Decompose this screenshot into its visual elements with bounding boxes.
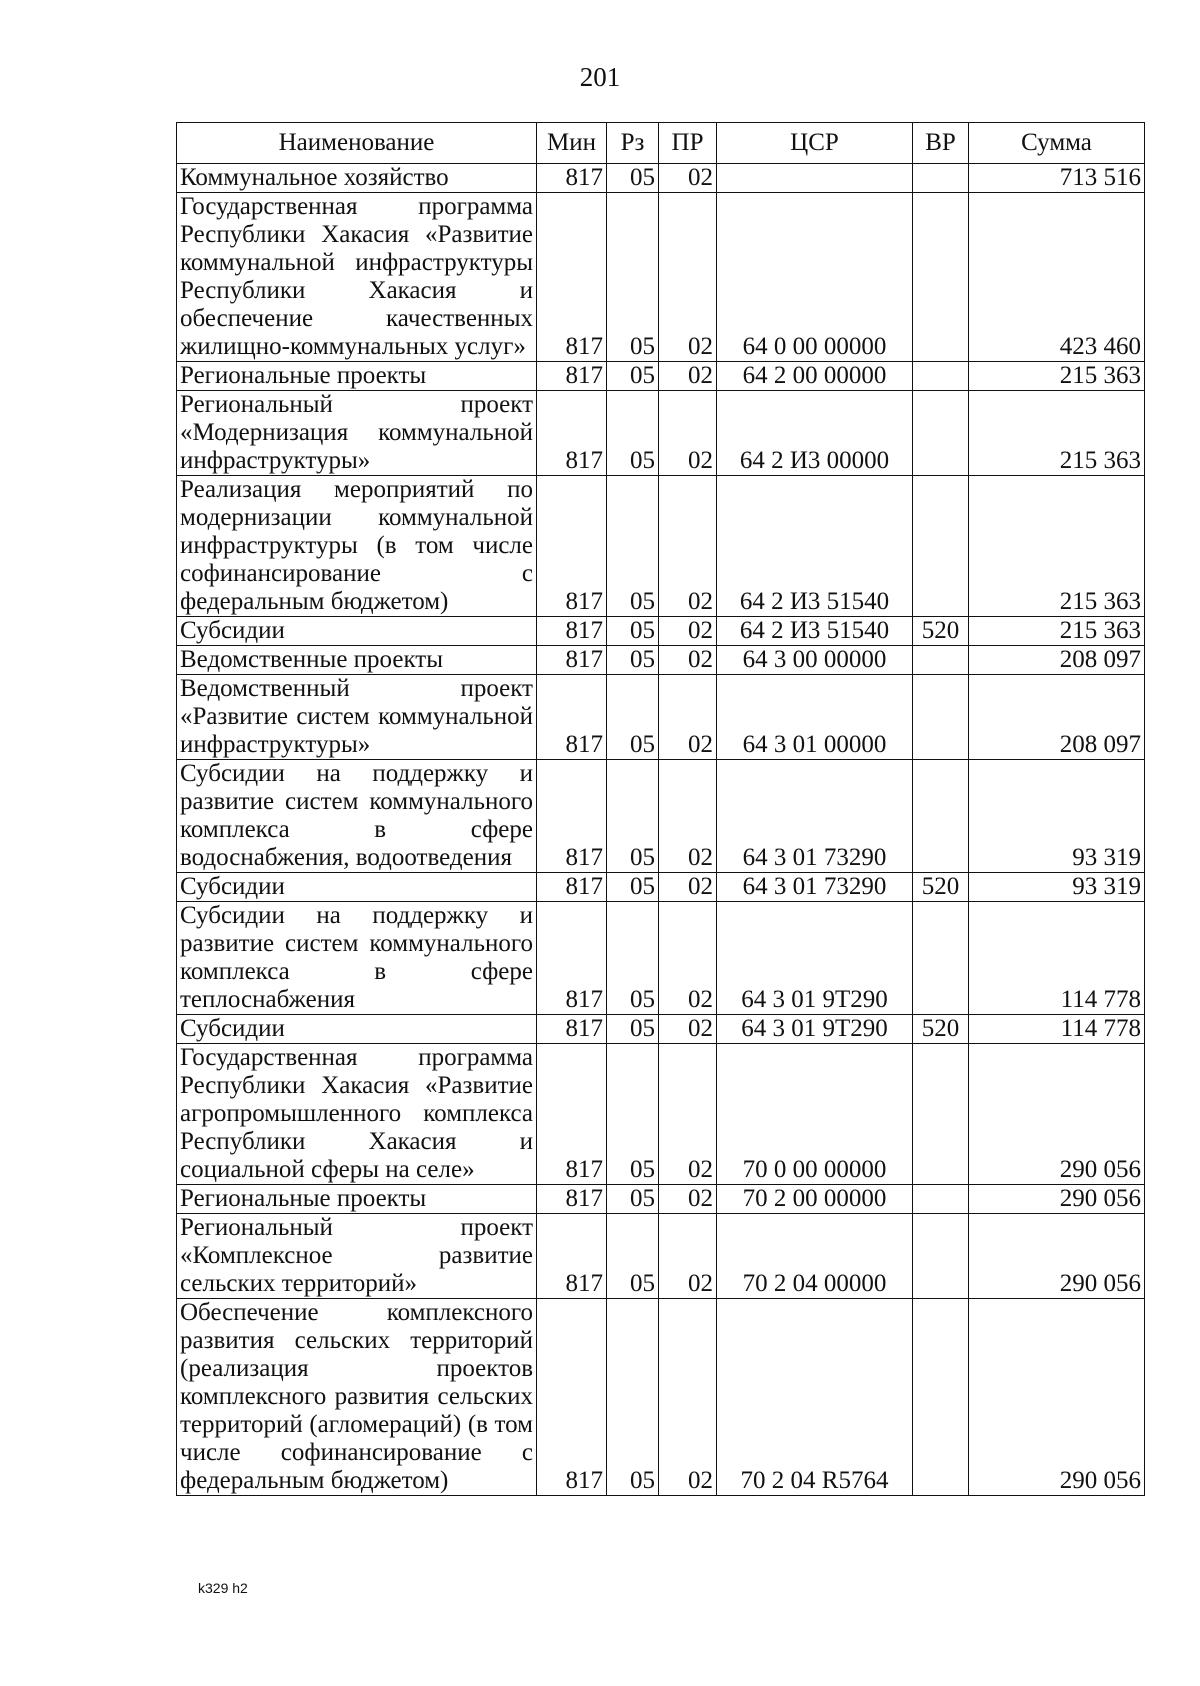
header-sum: Сумма [969, 123, 1145, 164]
header-min: Мин [537, 123, 607, 164]
row-vr [913, 902, 969, 1015]
row-name: Субсидии на поддержку и развитие систем коммунального комплекса в сфере водоснабжения, водоотведения [177, 760, 537, 873]
row-vr: 520 [913, 617, 969, 646]
row-csr: 64 3 01 00000 [717, 675, 913, 760]
table-row [177, 902, 1145, 1015]
row-sum: 215 363 [969, 617, 1145, 646]
table-row [177, 193, 1145, 362]
row-rz: 05 [607, 873, 659, 902]
row-rz: 05 [607, 362, 659, 391]
row-pr: 02 [659, 193, 717, 362]
row-min: 817 [537, 873, 607, 902]
row-pr: 02 [659, 873, 717, 902]
row-name: Субсидии [177, 1015, 537, 1044]
row-rz: 05 [607, 1044, 659, 1185]
row-rz: 05 [607, 164, 659, 193]
row-name: Субсидии [177, 617, 537, 646]
row-rz: 05 [607, 1299, 659, 1496]
row-pr: 02 [659, 1044, 717, 1185]
row-min: 817 [537, 617, 607, 646]
row-rz: 05 [607, 760, 659, 873]
table-row [177, 1015, 1145, 1044]
row-sum: 423 460 [969, 193, 1145, 362]
footer-code: k329 h2 [198, 1580, 248, 1596]
row-rz: 05 [607, 675, 659, 760]
row-pr: 02 [659, 675, 717, 760]
row-vr [913, 1214, 969, 1299]
row-rz: 05 [607, 391, 659, 476]
row-rz: 05 [607, 1185, 659, 1214]
row-pr: 02 [659, 391, 717, 476]
row-csr: 70 2 04 00000 [717, 1214, 913, 1299]
row-sum: 215 363 [969, 476, 1145, 617]
row-sum: 215 363 [969, 362, 1145, 391]
table-row [177, 1214, 1145, 1299]
row-sum: 290 056 [969, 1185, 1145, 1214]
row-csr: 64 2 И3 00000 [717, 391, 913, 476]
row-min: 817 [537, 362, 607, 391]
row-vr: 520 [913, 873, 969, 902]
row-min: 817 [537, 646, 607, 675]
row-name: Обеспечение комплексного развития сельских территорий (реализация проектов комплексного развития сельских территорий (агломераций) (в том числе софинансирование с федеральным бюджетом) [177, 1299, 537, 1496]
header-name: Наименование [177, 123, 537, 164]
row-csr: 64 3 01 73290 [717, 873, 913, 902]
row-vr [913, 476, 969, 617]
row-rz: 05 [607, 193, 659, 362]
row-name: Реализация мероприятий по модернизации коммунальной инфраструктуры (в том числе софинансирование с федеральным бюджетом) [177, 476, 537, 617]
row-min: 817 [537, 476, 607, 617]
row-vr [913, 164, 969, 193]
row-sum: 290 056 [969, 1299, 1145, 1496]
row-csr: 64 3 01 9Т290 [717, 902, 913, 1015]
row-name: Коммунальное хозяйство [177, 164, 537, 193]
row-pr: 02 [659, 760, 717, 873]
row-rz: 05 [607, 646, 659, 675]
row-min: 817 [537, 1044, 607, 1185]
row-sum: 208 097 [969, 675, 1145, 760]
row-rz: 05 [607, 617, 659, 646]
row-pr: 02 [659, 902, 717, 1015]
row-name: Региональные проекты [177, 1185, 537, 1214]
table-row [177, 675, 1145, 760]
budget-table [176, 122, 1145, 1496]
row-name: Субсидии [177, 873, 537, 902]
table-row [177, 760, 1145, 873]
row-rz: 05 [607, 476, 659, 617]
table-row [177, 1299, 1145, 1496]
row-name: Государственная программа Республики Хакасия «Развитие коммунальной инфраструктуры Республики Хакасия и обеспечение качественных жилищно-коммунальных услуг» [177, 193, 537, 362]
row-rz: 05 [607, 1214, 659, 1299]
row-rz: 05 [607, 1015, 659, 1044]
row-csr: 70 2 00 00000 [717, 1185, 913, 1214]
row-csr: 64 3 01 9Т290 [717, 1015, 913, 1044]
row-csr: 64 3 00 00000 [717, 646, 913, 675]
row-vr [913, 675, 969, 760]
row-vr [913, 1185, 969, 1214]
row-vr [913, 391, 969, 476]
row-rz: 05 [607, 902, 659, 1015]
header-csr: ЦСР [717, 123, 913, 164]
row-csr: 64 2 00 00000 [717, 362, 913, 391]
table-row [177, 391, 1145, 476]
row-csr [717, 164, 913, 193]
row-vr [913, 362, 969, 391]
row-name: Субсидии на поддержку и развитие систем коммунального комплекса в сфере теплоснабжения [177, 902, 537, 1015]
table-row [177, 1185, 1145, 1214]
row-name: Ведомственные проекты [177, 646, 537, 675]
row-pr: 02 [659, 1015, 717, 1044]
row-pr: 02 [659, 1214, 717, 1299]
row-pr: 02 [659, 617, 717, 646]
row-vr: 520 [913, 1015, 969, 1044]
row-min: 817 [537, 164, 607, 193]
table-row [177, 646, 1145, 675]
row-sum: 114 778 [969, 902, 1145, 1015]
row-csr: 64 2 И3 51540 [717, 476, 913, 617]
row-csr: 70 2 04 R5764 [717, 1299, 913, 1496]
row-vr [913, 1299, 969, 1496]
row-pr: 02 [659, 164, 717, 193]
row-pr: 02 [659, 1299, 717, 1496]
row-min: 817 [537, 193, 607, 362]
row-vr [913, 193, 969, 362]
row-min: 817 [537, 675, 607, 760]
row-pr: 02 [659, 362, 717, 391]
row-sum: 93 319 [969, 760, 1145, 873]
row-min: 817 [537, 1185, 607, 1214]
row-sum: 290 056 [969, 1044, 1145, 1185]
row-csr: 64 2 И3 51540 [717, 617, 913, 646]
row-min: 817 [537, 1299, 607, 1496]
table-row [177, 873, 1145, 902]
row-min: 817 [537, 391, 607, 476]
table-row [177, 1044, 1145, 1185]
row-sum: 215 363 [969, 391, 1145, 476]
row-min: 817 [537, 760, 607, 873]
header-vr: ВР [913, 123, 969, 164]
page-number: 201 [579, 62, 621, 92]
row-pr: 02 [659, 646, 717, 675]
row-name: Региональный проект «Модернизация коммунальной инфраструктуры» [177, 391, 537, 476]
row-pr: 02 [659, 476, 717, 617]
row-csr: 64 3 01 73290 [717, 760, 913, 873]
table-row [177, 164, 1145, 193]
row-pr: 02 [659, 1185, 717, 1214]
row-min: 817 [537, 1214, 607, 1299]
row-name: Региональные проекты [177, 362, 537, 391]
row-min: 817 [537, 902, 607, 1015]
header-pr: ПР [659, 123, 717, 164]
table-header-row [177, 123, 1145, 164]
table-row [177, 362, 1145, 391]
row-vr [913, 760, 969, 873]
header-rz: Рз [607, 123, 659, 164]
row-min: 817 [537, 1015, 607, 1044]
row-sum: 93 319 [969, 873, 1145, 902]
row-sum: 114 778 [969, 1015, 1145, 1044]
row-name: Ведомственный проект «Развитие систем коммунальной инфраструктуры» [177, 675, 537, 760]
table-row [177, 476, 1145, 617]
row-csr: 64 0 00 00000 [717, 193, 913, 362]
row-sum: 208 097 [969, 646, 1145, 675]
row-csr: 70 0 00 00000 [717, 1044, 913, 1185]
row-name: Государственная программа Республики Хакасия «Развитие агропромышленного комплекса Республики Хакасия и социальной сферы на селе» [177, 1044, 537, 1185]
row-sum: 290 056 [969, 1214, 1145, 1299]
row-vr [913, 646, 969, 675]
row-name: Региональный проект «Комплексное развитие сельских территорий» [177, 1214, 537, 1299]
row-vr [913, 1044, 969, 1185]
row-sum: 713 516 [969, 164, 1145, 193]
table-row [177, 617, 1145, 646]
